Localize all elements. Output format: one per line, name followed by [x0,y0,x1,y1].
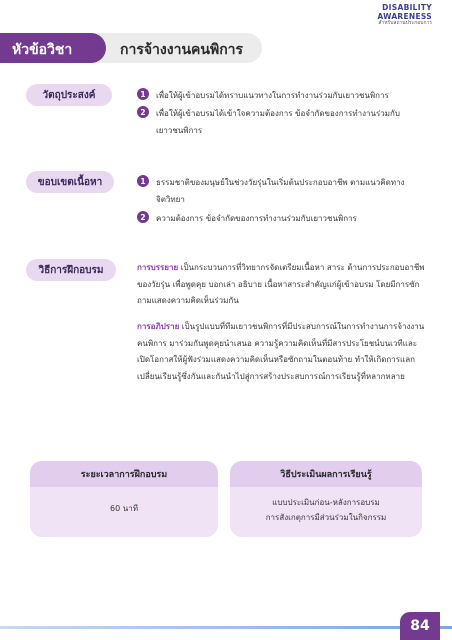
lecture-term: การบรรยาย [137,263,179,272]
page-number-badge [400,612,440,640]
method-pill [26,259,116,281]
scope-item-text: ความต้องการ ข้อจำกัดของการทำงานร่วมกับเยาวชนพิการ [156,214,357,223]
duration-header [30,461,218,487]
evaluation-line-1: แบบประเมินก่อน-หลังการอบรม [272,498,380,507]
scope-item-text: ธรรมชาติของมนุษย์ในช่วงวัยรุ่นในเริ่มต้นประกอบอาชีพ ตามแนวคิดทางจิตวิทยา [156,178,405,204]
page-number: 84 [410,618,430,634]
brand-line-3: สำหรับสถานประกอบการ [378,20,432,26]
evaluation-body [230,487,422,525]
topic-title: การจ้างงานคนพิการ [120,42,244,58]
duration-title: ระยะเวลาการฝึกอบรม [80,470,168,480]
evaluation-line-2: การสังเกตุการมีส่วนร่วมในกิจกรรม [265,513,387,522]
evaluation-box [230,461,422,537]
objective-item-text: เพื่อให้ผู้เข้าอบรมได้ทราบแนวทางในการทำงานร่วมกับเยาวชนพิการ [156,91,389,100]
scope-pill [26,171,114,193]
topic-label: หัวข้อวิชา [12,42,73,58]
objective-item-text: เพื่อให้ผู้เข้าอบรมได้เข้าใจความต้องการ ข้อจำกัดของการทำงานร่วมกับเยาวชนพิการ [156,109,400,135]
evaluation-title: วิธีประเมินผลการเรียนรู้ [280,470,372,480]
method-paragraph-lecture [137,260,427,310]
scope-label: ขอบเขตเนื้อหา [37,176,103,188]
method-paragraph-discussion [137,319,427,385]
footer-line [0,626,452,629]
evaluation-header [230,461,422,487]
brand-line-1: DISABILITY [382,3,432,12]
number-badge: 2 [137,106,149,118]
objective-label: วัตถุประสงค์ [42,89,96,101]
method-label: วิธีการฝึกอบรม [38,264,104,276]
number-badge: 2 [137,211,149,223]
number-badge: 1 [137,175,149,187]
lecture-text: เป็นกระบวนการที่วิทยากรจัดเตรียมเนื้อหา สาระ ด้านการประกอบอาชีพของวัยรุ่น เพื่อพูดคุย บอกเล่า อธิบาย เนื้อหาสาระสำคัญแก่ผู้เข้าอบรม โดยมีการซักถามแสดงความคิดเห็นร่วมกัน [137,263,425,305]
discussion-text: เป็นรูปแบบที่ทีมเยาวชนพิการที่มีประสบการณ์ในการทำงานการจ้างงานคนพิการ มาร่วมกันพูดคุยนำเสนอ ความรู้ความคิดเห็นที่มีสารประโยชน์บนเวทีและเปิดโอกาสให้ผู้ฟังร่วมแสดงความคิดเห็นหรือซักถามในตอนท้าย ทำให้เกิดการแลกเปลี่ยนเรียนรู้ซึ่งกันและกันนำไปสู่การสร้างประสบการณ์การเรียนรู้ที่หลากหลาย [137,322,425,381]
objective-pill [26,84,112,106]
duration-body [30,487,218,516]
topic-header [0,33,262,63]
discussion-term: การอภิปราย [137,322,180,331]
brand-line-2: AWARENESS [377,11,432,21]
brand-logo [377,4,432,26]
duration-box [30,461,218,537]
number-badge: 1 [137,88,149,100]
duration-value: 60 นาที [110,504,138,513]
